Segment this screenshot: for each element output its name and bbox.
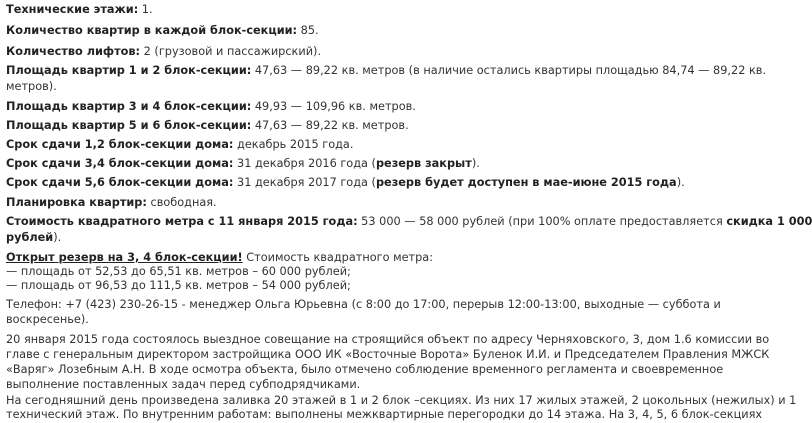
reserve-price-line-2: — площадь от 96,53 до 111,5 кв. метров – 54 000 рублей; bbox=[6, 279, 351, 292]
spec-area-1-2-cont: метров). bbox=[6, 80, 57, 93]
news-paragraph-2-line-2: технический этаж. По внутренним работам: выполнены межквартирные перегородки до 14 этажа. На 3, 4, 5, 6 блок-секциях bbox=[6, 408, 763, 421]
spec-area-3-4: Площадь квартир 3 и 4 блок-секции: 49,93 — 109,96 кв. метров. bbox=[6, 100, 416, 113]
spec-deadline-3-4: Срок сдачи 3,4 блок-секции дома: 31 декабря 2016 года (резерв закрыт). bbox=[6, 157, 480, 170]
spec-layout: Планировка квартир: свободная. bbox=[6, 196, 217, 209]
news-paragraph-2-line-1: На сегодняшний день произведена заливка 20 этажей в 1 и 2 блок –секциях. Из них 17 жилых этажей, 2 цокольных (нежилых) и 1 bbox=[6, 394, 797, 407]
spec-deadline-1-2: Срок сдачи 1,2 блок-секции дома: декабрь 2015 года. bbox=[6, 138, 354, 151]
spec-tech-floors: Технические этажи: 1. bbox=[6, 3, 153, 16]
news-paragraph-1-line-1: 20 января 2015 года состоялось выездное совещание на строящийся объект по адресу Черняховского, 3, дом 1.6 комиссии во bbox=[6, 333, 770, 346]
spec-deadline-5-6: Срок сдачи 5,6 блок-секции дома: 31 декабря 2017 года (резерв будет доступен в мае-июне 2015 года). bbox=[6, 176, 685, 189]
spec-area-5-6: Площадь квартир 5 и 6 блок-секции: 47,63 — 89,22 кв. метров. bbox=[6, 119, 409, 132]
news-paragraph-1-line-4: выполнение поставленных задач перед субподрядчиками. bbox=[6, 378, 361, 391]
reserve-price-line-1: — площадь от 52,53 до 65,51 кв. метров – 60 000 рублей; bbox=[6, 265, 351, 278]
spec-price: Стоимость квадратного метра с 11 января 2015 года: 53 000 — 58 000 рублей (при 100% оплате предоставляется скидка 1 000 bbox=[6, 215, 812, 228]
spec-elevators: Количество лифтов: 2 (грузовой и пассажирский). bbox=[6, 45, 322, 58]
news-paragraph-1-line-3: «Варяг» Лозебным А.Н. В ходе осмотра объекта, было отмечено соблюдение временного регламента и своевременное bbox=[6, 363, 724, 376]
contact-phone-cont: воскресенье). bbox=[6, 313, 89, 326]
reserve-notice: Открыт резерв на 3, 4 блок-секции! Стоимость квадратного метра: bbox=[6, 251, 434, 264]
news-paragraph-1-line-2: главе с генеральным директором застройщика ООО ИК «Восточные Ворота» Буленок И.И. и Председателем Правления МЖСК bbox=[6, 348, 770, 361]
spec-apartments-count: Количество квартир в каждой блок-секции: 85. bbox=[6, 24, 319, 37]
contact-phone: Телефон: +7 (423) 230-26-15 - менеджер Ольга Юрьевна (с 8:00 до 17:00, перерыв 12:00-13:00, выходные — суббота и bbox=[6, 298, 721, 311]
spec-price-cont: рублей). bbox=[6, 231, 62, 244]
spec-area-1-2: Площадь квартир 1 и 2 блок-секции: 47,63 — 89,22 кв. метров (в наличие остались квартиры площадью 84,74 — 89,22 кв. bbox=[6, 64, 767, 77]
reserve-link[interactable]: Открыт резерв на 3, 4 блок-секции! bbox=[6, 251, 243, 264]
